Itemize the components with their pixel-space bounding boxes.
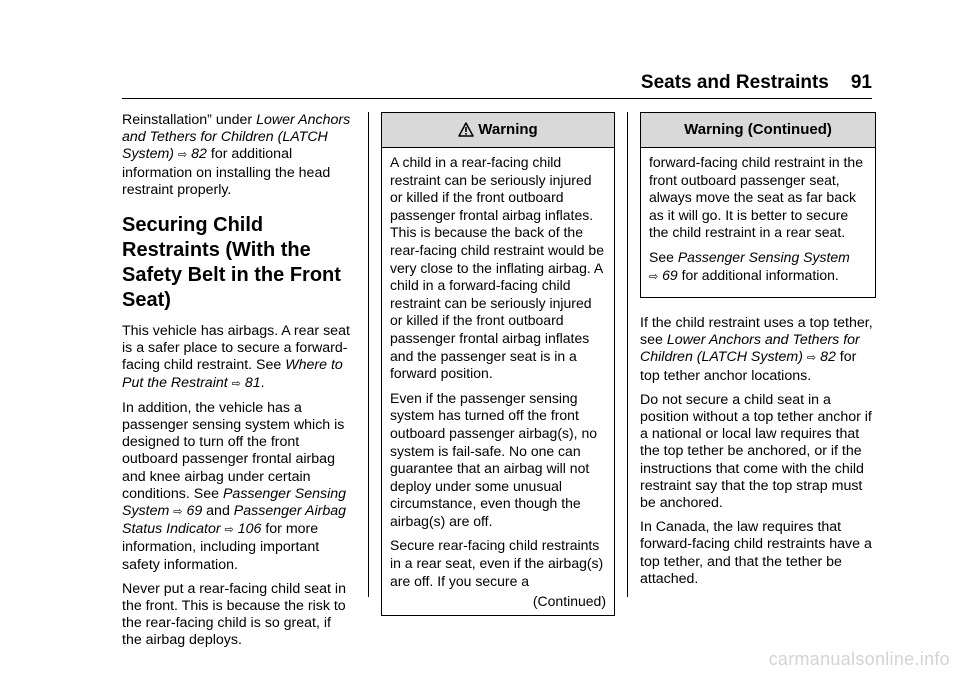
- sensing-paragraph: [122, 400, 354, 574]
- page-reference[interactable]: 106: [237, 521, 262, 538]
- page-number: 91: [850, 72, 872, 93]
- column-divider-left: [368, 112, 369, 597]
- warning-body: [382, 148, 614, 615]
- sensing-reference-link[interactable]: Passenger Sensing System: [122, 485, 347, 520]
- page-header: [641, 72, 872, 94]
- page-arrow-icon: ⇨: [224, 524, 234, 537]
- text-span: .: [260, 374, 265, 391]
- page-reference[interactable]: 82: [191, 146, 207, 163]
- warning-paragraph: forward-facing child restraint in the front outboard passenger seat, always move the seat as far back as it will go. It is better to secure the child restraint in a rear seat.: [649, 154, 863, 241]
- warning-paragraph: Secure rear-facing child restraints in a rear seat, even if the airbag(s) are off. If you secure a: [390, 537, 604, 589]
- latch-reference-link[interactable]: Lower Anchors and Tethers for Children (LATCH System): [640, 332, 860, 366]
- text-span: This vehicle has airbags. A rear seat is a safer place to secure a forward-facing child restraint. See: [122, 323, 350, 374]
- warning-box: [381, 112, 615, 616]
- page-reference[interactable]: 82: [820, 349, 836, 366]
- warning-continued-box: [640, 112, 876, 298]
- sensing-reference-link[interactable]: Passenger Sensing System: [677, 248, 850, 265]
- text-span: Reinstallation” under: [122, 112, 257, 128]
- warning-triangle-icon: [458, 116, 474, 150]
- page-arrow-icon: ⇨: [806, 352, 817, 365]
- text-span: If the child restraint uses a top tether, see: [640, 315, 873, 349]
- text-span: for top tether anchor locations.: [640, 349, 857, 384]
- text-span: for additional information.: [677, 266, 839, 283]
- warning-header: [382, 113, 614, 148]
- text-span: for additional information on installing the head restraint properly.: [122, 146, 331, 198]
- tether-paragraph: [640, 315, 874, 385]
- reinstallation-paragraph: [122, 112, 354, 199]
- warning-paragraph: [649, 249, 867, 286]
- canada-paragraph: In Canada, the law requires that forward-facing child restraints have a top tether, and that the tether be attached.: [640, 519, 872, 587]
- latch-reference-link[interactable]: Lower Anchors and Tethers for Children (LATCH System): [122, 112, 351, 163]
- continued-label: (Continued): [532, 593, 606, 610]
- restraint-reference-link[interactable]: Where to Put the Restraint: [122, 357, 343, 391]
- page-arrow-icon: ⇨: [649, 270, 659, 283]
- airbags-paragraph: [122, 323, 354, 393]
- page-arrow-icon: ⇨: [231, 377, 241, 390]
- page-arrow-icon: ⇨: [173, 506, 183, 519]
- warning-continued-body: [641, 148, 875, 297]
- section-heading: Securing Child Restraints (With the Safety Belt in the Front Seat): [122, 214, 341, 312]
- warning-continued-header: Warning (Continued): [641, 113, 875, 148]
- rear-facing-paragraph: Never put a rear-facing child seat in the front. This is because the risk to the rear-facing child is so great, if the airbag deploys.: [122, 580, 346, 649]
- page-reference[interactable]: 69: [662, 266, 678, 283]
- text-span: In addition, the vehicle has a passenger sensing system which is designed to turn off the front outboard passenger frontal airbag and knee airbag under certain conditions. See: [122, 399, 345, 502]
- column-left: [122, 112, 354, 657]
- column-right: [640, 315, 874, 595]
- airbag-indicator-reference-link[interactable]: Passenger Airbag Status Indicator: [122, 503, 347, 538]
- header-rule: [122, 98, 872, 99]
- text-span: for more information, including important safety information.: [122, 521, 320, 573]
- warning-paragraph: Even if the passenger sensing system has turned off the front outboard passenger airbag(s), no system is fail-safe. No one can guarantee that an airbag will not deploy under some unusual circumstance, even though the airbag(s) are off.: [390, 389, 598, 529]
- column-divider-right: [627, 112, 628, 597]
- text-span: See: [649, 248, 678, 265]
- page-arrow-icon: ⇨: [177, 149, 188, 162]
- warning-title: Warning: [478, 121, 538, 138]
- anchor-law-paragraph: Do not secure a child seat in a position without a top tether anchor if a national or local law requires that the top tether be anchored, or if the instructions that come with the child restraint say that the top strap must be anchored.: [640, 391, 872, 512]
- warning-paragraph: A child in a rear-facing child restraint can be seriously injured or killed if the front outboard passenger frontal airbag inflates. This is because the back of the rear-facing child restraint would be very close to the inflating airbag. A child in a forward-facing child restraint can be seriously injured or killed if the front outboard passenger frontal airbag inflates and the passenger seat is in a forward position.: [390, 154, 604, 382]
- page-reference[interactable]: 81: [244, 374, 261, 391]
- page-reference[interactable]: 69: [186, 503, 203, 520]
- section-title: Seats and Restraints: [640, 72, 829, 93]
- text-span: and: [202, 503, 234, 520]
- watermark: carmanualsonline.info: [768, 649, 950, 669]
